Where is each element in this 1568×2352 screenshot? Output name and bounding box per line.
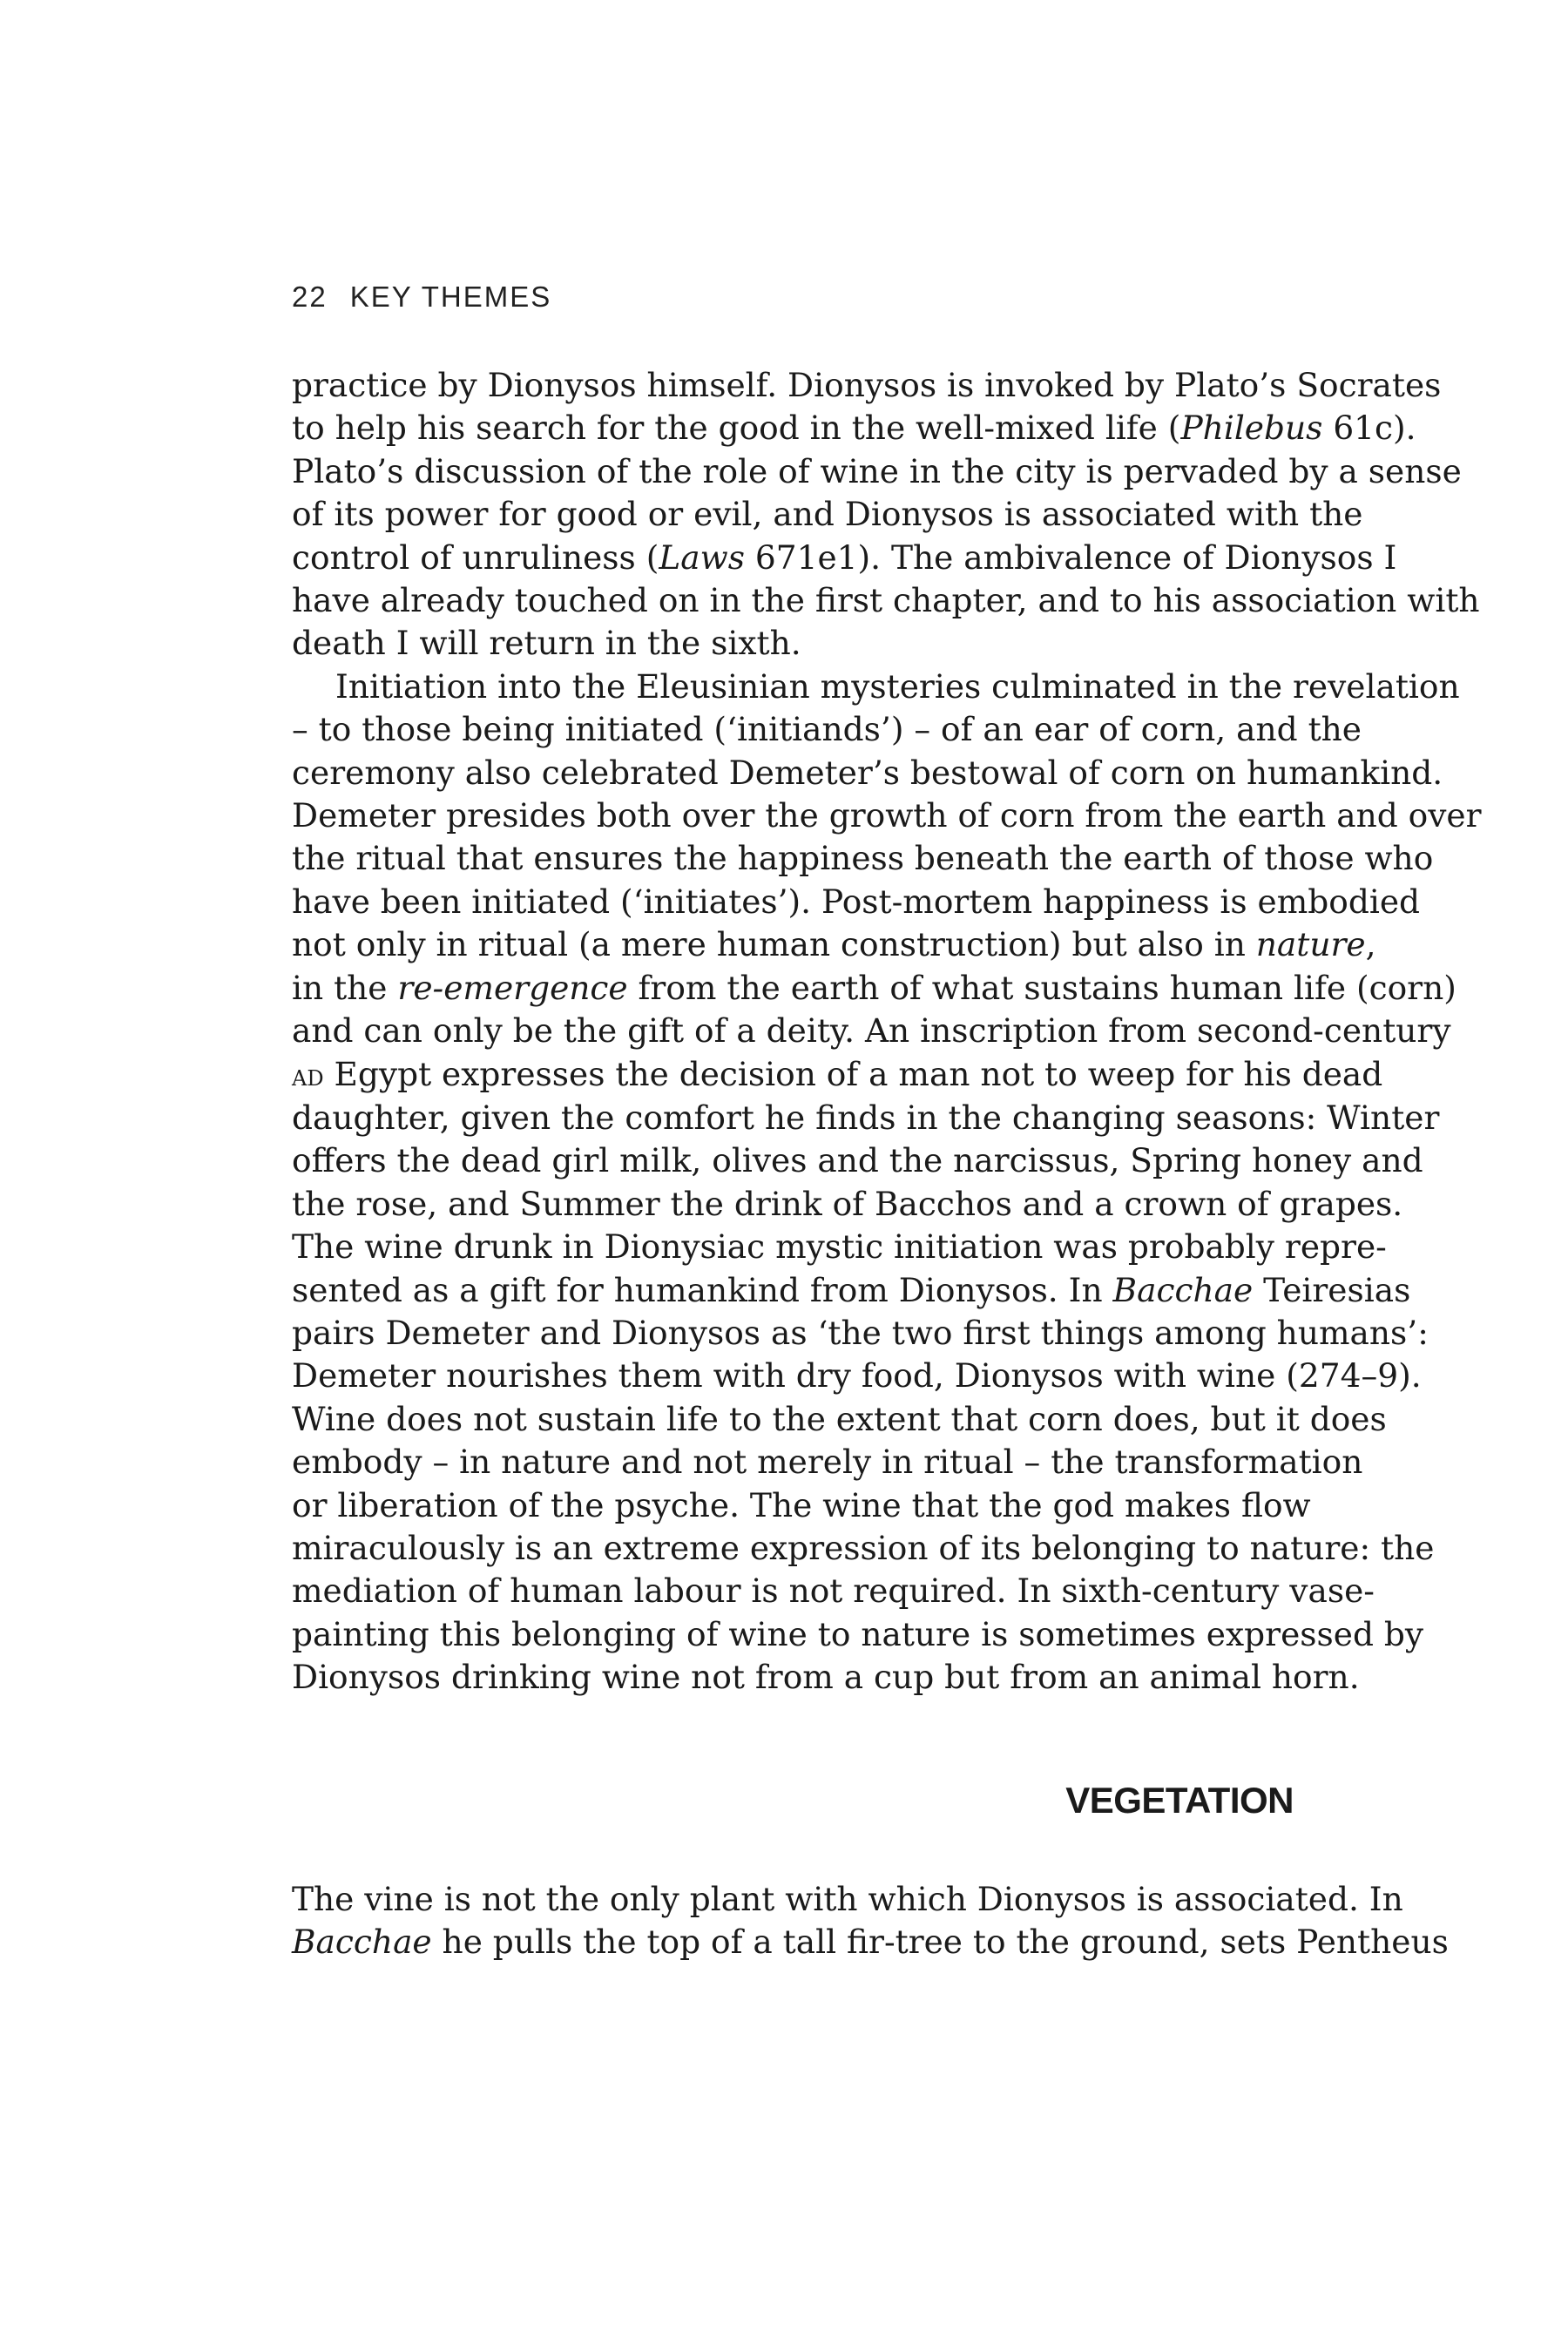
text-line: to help his search for the good in the well-mixed life (Philebus 61c). xyxy=(292,409,1416,448)
emphasis: re-emergence xyxy=(397,968,628,1007)
text-line: not only in ritual (a mere human construction) but also in nature, xyxy=(292,925,1376,964)
text-line: – to those being initiated (‘initiands’) – of an ear of corn, and the xyxy=(292,710,1362,749)
text-line: Demeter presides both over the growth of corn from the earth and over xyxy=(292,796,1482,835)
text-line: in the re-emergence from the earth of what sustains human life (corn) xyxy=(292,968,1456,1007)
body-text-continued xyxy=(292,1878,1449,1964)
text-line: sented as a gift for humankind from Dionysos. In Bacchae Teiresias xyxy=(292,1270,1411,1309)
text-line: Dionysos drinking wine not from a cup but from an animal horn. xyxy=(292,1658,1360,1697)
page-number: 22 xyxy=(292,280,328,313)
text-line: pairs Demeter and Dionysos as ‘the two first things among humans’: xyxy=(292,1313,1429,1352)
text-line: Demeter nourishes them with dry food, Dionysos with wine (274–9). xyxy=(292,1356,1422,1396)
text-line: mediation of human labour is not required. In sixth-century vase- xyxy=(292,1571,1375,1611)
text-line: miraculously is an extreme expression of its belonging to nature: the xyxy=(292,1528,1435,1567)
text-line: Plato’s discussion of the role of wine in the city is pervaded by a sense xyxy=(292,451,1462,490)
text-line: embody – in nature and not merely in ritual – the transformation xyxy=(292,1443,1363,1482)
text-line: or liberation of the psyche. The wine that the god makes flow xyxy=(292,1485,1311,1524)
section-heading: VEGETATION xyxy=(1065,1780,1294,1821)
running-head-title: KEY THEMES xyxy=(349,280,552,313)
text-line: of its power for good or evil, and Dionysos is associated with the xyxy=(292,495,1363,534)
paragraph-3 xyxy=(292,1878,1449,1964)
text-line: The wine drunk in Dionysiac mystic initiation was probably repre- xyxy=(292,1227,1387,1267)
text-line: The vine is not the only plant with which Dionysos is associated. In xyxy=(292,1880,1403,1918)
text-line: offers the dead girl milk, olives and the narcissus, Spring honey and xyxy=(292,1141,1423,1180)
text-line: control of unruliness (Laws 671e1). The ambivalence of Dionysos I xyxy=(292,537,1397,577)
paragraph-1 xyxy=(292,364,1480,666)
work-title: Bacchae xyxy=(292,1923,432,1962)
work-title: Laws xyxy=(659,537,745,577)
era-abbreviation: ad xyxy=(292,1058,324,1092)
text-line: ad Egypt expresses the decision of a man not to weep for his dead xyxy=(292,1054,1383,1093)
text-line: have already touched on in the first chapter, and to his association with xyxy=(292,581,1480,620)
text-line: daughter, given the comfort he finds in the changing seasons: Winter xyxy=(292,1098,1440,1137)
text-line: ceremony also celebrated Demeter’s bestowal of corn on humankind. xyxy=(292,753,1443,792)
work-title: Philebus xyxy=(1180,409,1323,448)
text-line: the rose, and Summer the drink of Bacchos and a crown of grapes. xyxy=(292,1184,1403,1223)
text-line: Initiation into the Eleusinian mysteries culminated in the revelation xyxy=(335,666,1460,706)
text-line: have been initiated (‘initiates’). Post-mortem happiness is embodied xyxy=(292,882,1421,921)
text-line: the ritual that ensures the happiness beneath the earth of those who xyxy=(292,839,1434,878)
text-line: painting this belonging of wine to nature is sometimes expressed by xyxy=(292,1614,1424,1653)
emphasis: nature xyxy=(1255,925,1366,964)
text-line: death I will return in the sixth. xyxy=(292,624,801,663)
text-line: Wine does not sustain life to the extent that corn does, but it does xyxy=(292,1399,1387,1438)
text-line: Bacchae he pulls the top of a tall fir-tree to the ground, sets Pentheus xyxy=(292,1923,1449,1962)
running-head xyxy=(292,280,551,314)
work-title: Bacchae xyxy=(1112,1270,1254,1309)
body-text xyxy=(292,364,1482,1700)
text-line: practice by Dionysos himself. Dionysos is invoked by Plato’s Socrates xyxy=(292,366,1442,404)
paragraph-2 xyxy=(292,666,1482,1700)
text-line: and can only be the gift of a deity. An inscription from second-century xyxy=(292,1011,1451,1051)
